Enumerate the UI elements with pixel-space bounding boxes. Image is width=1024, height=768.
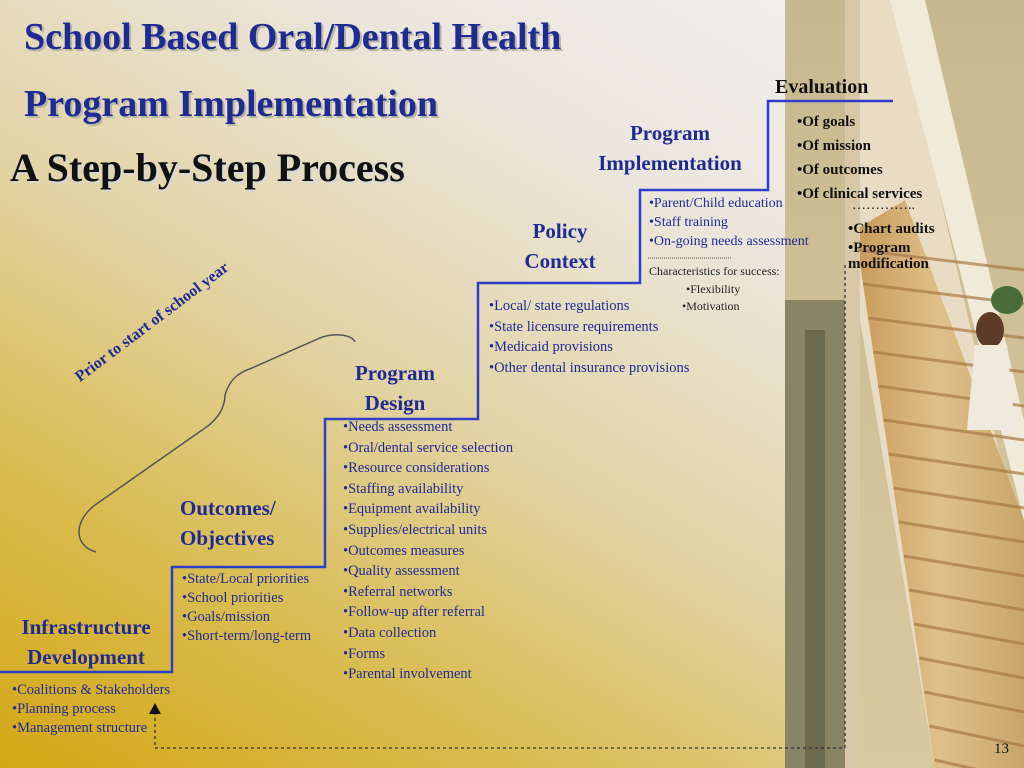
policy-list (489, 296, 689, 378)
list-item: • Staff training (649, 213, 809, 232)
step-infrastructure-heading (5, 612, 167, 672)
list-item: • Needs assessment (343, 417, 513, 438)
step-infrastructure-line2: Development (27, 645, 145, 669)
step-outcomes-line2: Objectives (180, 526, 275, 550)
list-item: • Management structure (12, 719, 170, 738)
list-item: • Short-term/long-term (182, 627, 311, 646)
evaluation-sub-list (848, 218, 948, 272)
list-item: • Other dental insurance provisions (489, 358, 689, 379)
step-implementation-line1: Program (629, 121, 711, 145)
title-line-3: A Step-by-Step Process (10, 145, 405, 190)
characteristics-label: Characteristics for success: (649, 264, 780, 278)
step-outcomes-line1: Outcomes/ (180, 496, 276, 520)
title-line-2: Program Implementation (24, 83, 439, 125)
infrastructure-list (12, 681, 170, 738)
step-evaluation-heading: Evaluation (775, 76, 869, 98)
list-item: • Goals/mission (182, 608, 311, 627)
step-implementation-line2: Implementation (598, 151, 742, 175)
list-item: • Outcomes measures (343, 541, 513, 562)
evaluation-list (797, 110, 922, 206)
list-item: • School priorities (182, 589, 311, 608)
step-policy-heading (505, 216, 615, 276)
list-item: • Follow-up after referral (343, 602, 513, 623)
list-item: • Parent/Child education (649, 194, 809, 213)
step-policy-line2: Context (524, 249, 596, 273)
step-design-line1: Program (354, 361, 436, 385)
list-item: • Of goals (797, 110, 922, 134)
prior-to-school-year-label: Prior to start of school year (72, 259, 233, 386)
list-item: • Chart audits (848, 218, 948, 240)
list-item: • Staffing availability (343, 479, 513, 500)
characteristics-list (682, 281, 740, 315)
list-item: • Of outcomes (797, 158, 922, 182)
page-number: 13 (994, 741, 1009, 757)
list-item: • Motivation (682, 298, 740, 315)
evaluation-dots: ………….. (852, 198, 915, 213)
list-item: • Medicaid provisions (489, 337, 689, 358)
implementation-list (649, 194, 809, 251)
list-item: • Oral/dental service selection (343, 438, 513, 459)
step-implementation-heading (580, 118, 760, 178)
program-modification-text: Program modification (848, 240, 929, 272)
list-item: • State licensure requirements (489, 317, 689, 338)
list-item: • Forms (343, 644, 513, 665)
step-policy-line1: Policy (532, 219, 588, 243)
list-item: • Flexibility (686, 281, 740, 298)
list-item: • Coalitions & Stakeholders (12, 681, 170, 700)
list-item: • Planning process (12, 700, 170, 719)
list-item: • Resource considerations (343, 458, 513, 479)
outcomes-list (182, 570, 311, 646)
design-list (343, 417, 513, 685)
title-line-1: School Based Oral/Dental Health (24, 16, 562, 58)
list-item: • Data collection (343, 623, 513, 644)
step-infrastructure-line1: Infrastructure (21, 615, 151, 639)
list-item: • Parental involvement (343, 664, 513, 685)
list-item: • Of mission (797, 134, 922, 158)
step-design-line2: Design (364, 391, 426, 415)
step-design-heading (335, 358, 455, 418)
list-item: • Quality assessment (343, 561, 513, 582)
list-item: • State/Local priorities (182, 570, 311, 589)
list-item: • Equipment availability (343, 499, 513, 520)
list-item (848, 240, 948, 272)
step-outcomes-heading (180, 493, 276, 553)
list-item: • On-going needs assessment (649, 232, 809, 251)
list-item: • Local/ state regulations (489, 296, 689, 317)
list-item: • Supplies/electrical units (343, 520, 513, 541)
list-item: • Referral networks (343, 582, 513, 603)
list-item: • Of clinical services (797, 182, 922, 206)
